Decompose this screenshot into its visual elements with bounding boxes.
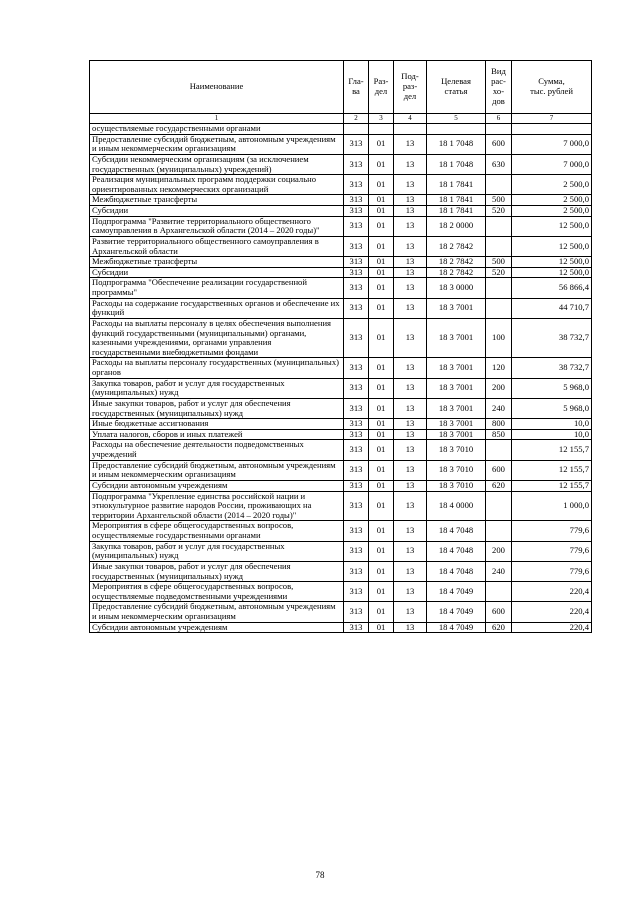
row-name: Предоставление субсидий бюджетным, автономным учреждениям и иным некоммерческим организациям bbox=[90, 602, 344, 622]
row-razdel: 01 bbox=[369, 429, 394, 440]
table-row bbox=[90, 154, 592, 174]
row-name: Иные бюджетные ассигнования bbox=[90, 419, 344, 430]
row-vid bbox=[486, 278, 512, 298]
row-glava: 313 bbox=[344, 622, 369, 633]
row-podrazdel: 13 bbox=[394, 541, 427, 561]
row-target: 18 2 7842 bbox=[427, 257, 486, 268]
row-sum: 220,4 bbox=[512, 622, 592, 633]
row-podrazdel: 13 bbox=[394, 480, 427, 491]
header-vid-text: Вид рас- хо- дов bbox=[491, 66, 506, 106]
column-number: 4 bbox=[394, 114, 427, 124]
row-glava: 313 bbox=[344, 267, 369, 278]
column-number: 2 bbox=[344, 114, 369, 124]
row-glava: 313 bbox=[344, 541, 369, 561]
row-glava: 313 bbox=[344, 195, 369, 206]
header-target-text: Целевая статья bbox=[441, 76, 471, 96]
row-target: 18 3 7001 bbox=[427, 358, 486, 378]
column-number: 1 bbox=[90, 114, 344, 124]
table-row bbox=[90, 278, 592, 298]
table-row bbox=[90, 378, 592, 398]
row-sum: 2 500,0 bbox=[512, 195, 592, 206]
row-name: осуществляемые государственными органами bbox=[90, 124, 344, 135]
header-glava-text: Гла- ва bbox=[348, 76, 364, 96]
table-row bbox=[90, 134, 592, 154]
row-vid bbox=[486, 491, 512, 521]
row-razdel: 01 bbox=[369, 491, 394, 521]
row-vid bbox=[486, 582, 512, 602]
row-sum: 5 968,0 bbox=[512, 398, 592, 418]
row-sum: 1 000,0 bbox=[512, 491, 592, 521]
table-row bbox=[90, 358, 592, 378]
row-razdel: 01 bbox=[369, 419, 394, 430]
row-name: Мероприятия в сфере общегосударственных вопросов, осуществляемые подведомственными учреждениями bbox=[90, 582, 344, 602]
row-glava: 313 bbox=[344, 398, 369, 418]
header-razdel-text: Раз- дел bbox=[373, 76, 389, 96]
row-target: 18 1 7841 bbox=[427, 206, 486, 217]
row-razdel: 01 bbox=[369, 134, 394, 154]
row-name: Реализация муниципальных программ поддержки социально ориентированных некоммерческих организаций bbox=[90, 175, 344, 195]
header-target bbox=[427, 61, 486, 114]
row-vid bbox=[486, 124, 512, 135]
row-glava: 313 bbox=[344, 318, 369, 358]
row-razdel: 01 bbox=[369, 206, 394, 217]
row-podrazdel: 13 bbox=[394, 378, 427, 398]
row-name: Межбюджетные трансферты bbox=[90, 195, 344, 206]
row-vid bbox=[486, 236, 512, 256]
row-vid: 240 bbox=[486, 398, 512, 418]
row-vid bbox=[486, 298, 512, 318]
row-podrazdel: 13 bbox=[394, 267, 427, 278]
row-razdel: 01 bbox=[369, 236, 394, 256]
table-row bbox=[90, 622, 592, 633]
header-podrazdel-text: Под- раз- дел bbox=[401, 71, 419, 101]
row-name: Субсидии автономным учреждениям bbox=[90, 622, 344, 633]
row-sum: 12 500,0 bbox=[512, 257, 592, 268]
page-number: 78 bbox=[315, 870, 325, 880]
row-sum: 779,6 bbox=[512, 541, 592, 561]
row-sum: 12 155,7 bbox=[512, 480, 592, 491]
table-row bbox=[90, 561, 592, 581]
row-podrazdel: 13 bbox=[394, 602, 427, 622]
row-glava: 313 bbox=[344, 298, 369, 318]
row-podrazdel: 13 bbox=[394, 419, 427, 430]
row-target: 18 1 7841 bbox=[427, 195, 486, 206]
row-vid: 520 bbox=[486, 206, 512, 217]
row-podrazdel: 13 bbox=[394, 398, 427, 418]
row-podrazdel: 13 bbox=[394, 154, 427, 174]
row-target: 18 4 7049 bbox=[427, 602, 486, 622]
row-vid: 120 bbox=[486, 358, 512, 378]
row-name: Мероприятия в сфере общегосударственных вопросов, осуществляемые государственными органами bbox=[90, 521, 344, 541]
row-sum: 5 968,0 bbox=[512, 378, 592, 398]
row-glava: 313 bbox=[344, 216, 369, 236]
row-name: Закупка товаров, работ и услуг для государственных (муниципальных) нужд bbox=[90, 541, 344, 561]
row-target: 18 4 7048 bbox=[427, 521, 486, 541]
table-header-row bbox=[90, 61, 592, 114]
header-vid bbox=[486, 61, 512, 114]
table-row bbox=[90, 440, 592, 460]
column-number-row bbox=[90, 114, 592, 124]
row-sum: 56 866,4 bbox=[512, 278, 592, 298]
row-target: 18 4 7049 bbox=[427, 582, 486, 602]
row-razdel: 01 bbox=[369, 298, 394, 318]
row-vid: 630 bbox=[486, 154, 512, 174]
row-name: Подпрограмма "Развитие территориального общественного самоуправления в Архангельской области (2014 – 2020 годы)" bbox=[90, 216, 344, 236]
row-razdel: 01 bbox=[369, 195, 394, 206]
row-sum bbox=[512, 124, 592, 135]
table-row bbox=[90, 582, 592, 602]
table-row bbox=[90, 257, 592, 268]
table-row bbox=[90, 541, 592, 561]
row-vid: 600 bbox=[486, 602, 512, 622]
table-row bbox=[90, 318, 592, 358]
row-target: 18 3 7001 bbox=[427, 419, 486, 430]
table-row bbox=[90, 429, 592, 440]
row-name: Закупка товаров, работ и услуг для государственных (муниципальных) нужд bbox=[90, 378, 344, 398]
header-name-text: Наименование bbox=[189, 81, 244, 92]
row-sum: 38 732,7 bbox=[512, 318, 592, 358]
row-razdel bbox=[369, 124, 394, 135]
row-razdel: 01 bbox=[369, 398, 394, 418]
row-vid: 200 bbox=[486, 378, 512, 398]
row-glava bbox=[344, 124, 369, 135]
row-sum: 12 500,0 bbox=[512, 216, 592, 236]
table-row bbox=[90, 398, 592, 418]
row-glava: 313 bbox=[344, 429, 369, 440]
table-row bbox=[90, 419, 592, 430]
row-razdel: 01 bbox=[369, 154, 394, 174]
row-glava: 313 bbox=[344, 378, 369, 398]
row-glava: 313 bbox=[344, 134, 369, 154]
row-target: 18 4 0000 bbox=[427, 491, 486, 521]
row-podrazdel: 13 bbox=[394, 298, 427, 318]
row-vid: 500 bbox=[486, 195, 512, 206]
row-razdel: 01 bbox=[369, 541, 394, 561]
row-glava: 313 bbox=[344, 419, 369, 430]
row-sum: 2 500,0 bbox=[512, 175, 592, 195]
row-name: Субсидии bbox=[90, 267, 344, 278]
row-razdel: 01 bbox=[369, 582, 394, 602]
header-name bbox=[90, 61, 344, 114]
row-razdel: 01 bbox=[369, 622, 394, 633]
header-glava bbox=[344, 61, 369, 114]
row-vid: 100 bbox=[486, 318, 512, 358]
row-glava: 313 bbox=[344, 480, 369, 491]
table-row bbox=[90, 195, 592, 206]
column-number: 3 bbox=[369, 114, 394, 124]
row-podrazdel: 13 bbox=[394, 440, 427, 460]
column-number: 6 bbox=[486, 114, 512, 124]
row-podrazdel: 13 bbox=[394, 622, 427, 633]
table-row bbox=[90, 602, 592, 622]
table-row bbox=[90, 480, 592, 491]
row-razdel: 01 bbox=[369, 318, 394, 358]
row-vid: 240 bbox=[486, 561, 512, 581]
row-name: Иные закупки товаров, работ и услуг для обеспечения государственных (муниципальных) нужд bbox=[90, 561, 344, 581]
row-vid bbox=[486, 440, 512, 460]
row-target: 18 3 7010 bbox=[427, 440, 486, 460]
budget-table bbox=[89, 60, 592, 633]
table-row bbox=[90, 521, 592, 541]
row-podrazdel: 13 bbox=[394, 429, 427, 440]
row-razdel: 01 bbox=[369, 216, 394, 236]
row-name: Иные закупки товаров, работ и услуг для обеспечения государственных (муниципальных) нужд bbox=[90, 398, 344, 418]
row-target: 18 3 7001 bbox=[427, 398, 486, 418]
table-row bbox=[90, 491, 592, 521]
row-name: Развитие территориального общественного самоуправления в Архангельской области bbox=[90, 236, 344, 256]
row-target: 18 1 7048 bbox=[427, 154, 486, 174]
row-glava: 313 bbox=[344, 278, 369, 298]
row-vid: 600 bbox=[486, 134, 512, 154]
row-razdel: 01 bbox=[369, 278, 394, 298]
row-sum: 12 500,0 bbox=[512, 236, 592, 256]
row-podrazdel: 13 bbox=[394, 561, 427, 581]
row-sum: 12 155,7 bbox=[512, 460, 592, 480]
row-podrazdel: 13 bbox=[394, 491, 427, 521]
row-razdel: 01 bbox=[369, 480, 394, 491]
row-target: 18 3 0000 bbox=[427, 278, 486, 298]
row-name: Предоставление субсидий бюджетным, автономным учреждениям и иным некоммерческим организациям bbox=[90, 460, 344, 480]
header-sum-text: Сумма, тыс. рублей bbox=[530, 76, 573, 96]
row-target: 18 4 7049 bbox=[427, 622, 486, 633]
column-number: 5 bbox=[427, 114, 486, 124]
row-sum: 220,4 bbox=[512, 602, 592, 622]
row-target: 18 3 7001 bbox=[427, 378, 486, 398]
row-glava: 313 bbox=[344, 257, 369, 268]
row-podrazdel: 13 bbox=[394, 195, 427, 206]
row-name: Подпрограмма "Обеспечение реализации государственной программы" bbox=[90, 278, 344, 298]
table-row bbox=[90, 460, 592, 480]
row-target: 18 4 7048 bbox=[427, 561, 486, 581]
row-sum: 779,6 bbox=[512, 521, 592, 541]
row-vid bbox=[486, 521, 512, 541]
row-vid bbox=[486, 216, 512, 236]
row-razdel: 01 bbox=[369, 561, 394, 581]
row-name: Расходы на обеспечение деятельности подведомственных учреждений bbox=[90, 440, 344, 460]
row-podrazdel: 13 bbox=[394, 318, 427, 358]
row-razdel: 01 bbox=[369, 257, 394, 268]
row-target: 18 1 7841 bbox=[427, 175, 486, 195]
row-razdel: 01 bbox=[369, 175, 394, 195]
row-sum: 7 000,0 bbox=[512, 134, 592, 154]
table-row bbox=[90, 124, 592, 135]
row-target: 18 4 7048 bbox=[427, 541, 486, 561]
row-podrazdel: 13 bbox=[394, 278, 427, 298]
row-glava: 313 bbox=[344, 358, 369, 378]
row-glava: 313 bbox=[344, 460, 369, 480]
row-podrazdel: 13 bbox=[394, 236, 427, 256]
row-podrazdel: 13 bbox=[394, 257, 427, 268]
row-target: 18 3 7001 bbox=[427, 298, 486, 318]
row-glava: 313 bbox=[344, 561, 369, 581]
table-row bbox=[90, 267, 592, 278]
row-razdel: 01 bbox=[369, 602, 394, 622]
row-podrazdel: 13 bbox=[394, 521, 427, 541]
row-sum: 10,0 bbox=[512, 429, 592, 440]
row-podrazdel: 13 bbox=[394, 175, 427, 195]
row-podrazdel: 13 bbox=[394, 582, 427, 602]
header-podrazdel bbox=[394, 61, 427, 114]
row-razdel: 01 bbox=[369, 358, 394, 378]
row-vid: 500 bbox=[486, 257, 512, 268]
row-razdel: 01 bbox=[369, 378, 394, 398]
table-row bbox=[90, 298, 592, 318]
row-sum: 12 500,0 bbox=[512, 267, 592, 278]
row-vid: 850 bbox=[486, 429, 512, 440]
row-name: Субсидии bbox=[90, 206, 344, 217]
row-name: Расходы на содержание государственных органов и обеспечение их функций bbox=[90, 298, 344, 318]
row-podrazdel: 13 bbox=[394, 216, 427, 236]
row-vid: 620 bbox=[486, 480, 512, 491]
row-podrazdel: 13 bbox=[394, 358, 427, 378]
row-podrazdel: 13 bbox=[394, 460, 427, 480]
row-target: 18 2 0000 bbox=[427, 216, 486, 236]
row-vid: 200 bbox=[486, 541, 512, 561]
table-row bbox=[90, 206, 592, 217]
row-vid: 620 bbox=[486, 622, 512, 633]
row-name: Уплата налогов, сборов и иных платежей bbox=[90, 429, 344, 440]
row-razdel: 01 bbox=[369, 440, 394, 460]
row-name: Предоставление субсидий бюджетным, автономным учреждениям и иным некоммерческим организациям bbox=[90, 134, 344, 154]
row-vid: 600 bbox=[486, 460, 512, 480]
row-sum: 12 155,7 bbox=[512, 440, 592, 460]
row-razdel: 01 bbox=[369, 460, 394, 480]
column-number: 7 bbox=[512, 114, 592, 124]
row-razdel: 01 bbox=[369, 267, 394, 278]
table-row bbox=[90, 236, 592, 256]
row-name: Субсидии некоммерческим организациям (за исключением государственных (муниципальных) учреждений) bbox=[90, 154, 344, 174]
row-glava: 313 bbox=[344, 521, 369, 541]
row-sum: 10,0 bbox=[512, 419, 592, 430]
row-sum: 2 500,0 bbox=[512, 206, 592, 217]
row-glava: 313 bbox=[344, 154, 369, 174]
row-glava: 313 bbox=[344, 491, 369, 521]
row-target: 18 3 7001 bbox=[427, 318, 486, 358]
row-vid: 800 bbox=[486, 419, 512, 430]
table-body bbox=[90, 124, 592, 633]
row-target: 18 1 7048 bbox=[427, 134, 486, 154]
row-glava: 313 bbox=[344, 602, 369, 622]
row-name: Межбюджетные трансферты bbox=[90, 257, 344, 268]
row-glava: 313 bbox=[344, 582, 369, 602]
row-target: 18 2 7842 bbox=[427, 267, 486, 278]
row-name: Субсидии автономным учреждениям bbox=[90, 480, 344, 491]
row-sum: 44 710,7 bbox=[512, 298, 592, 318]
header-sum bbox=[512, 61, 592, 114]
row-razdel: 01 bbox=[369, 521, 394, 541]
row-sum: 38 732,7 bbox=[512, 358, 592, 378]
row-vid: 520 bbox=[486, 267, 512, 278]
row-sum: 7 000,0 bbox=[512, 154, 592, 174]
header-razdel bbox=[369, 61, 394, 114]
row-target bbox=[427, 124, 486, 135]
row-target: 18 3 7001 bbox=[427, 429, 486, 440]
row-glava: 313 bbox=[344, 440, 369, 460]
row-podrazdel bbox=[394, 124, 427, 135]
row-glava: 313 bbox=[344, 206, 369, 217]
row-sum: 220,4 bbox=[512, 582, 592, 602]
row-name: Расходы на выплаты персоналу в целях обеспечения выполнения функций государственными (муниципальными) органами, казенными учреждениями, органами управления государственными внебюджетными фондами bbox=[90, 318, 344, 358]
table-row bbox=[90, 216, 592, 236]
row-glava: 313 bbox=[344, 175, 369, 195]
row-podrazdel: 13 bbox=[394, 206, 427, 217]
table-row bbox=[90, 175, 592, 195]
row-target: 18 3 7010 bbox=[427, 460, 486, 480]
row-target: 18 3 7010 bbox=[427, 480, 486, 491]
row-target: 18 2 7842 bbox=[427, 236, 486, 256]
row-vid bbox=[486, 175, 512, 195]
row-name: Расходы на выплаты персоналу государственных (муниципальных) органов bbox=[90, 358, 344, 378]
row-sum: 779,6 bbox=[512, 561, 592, 581]
row-podrazdel: 13 bbox=[394, 134, 427, 154]
row-name: Подпрограмма "Укрепление единства российской нации и этнокультурное развитие народов России, проживающих на территории Архангельской области (2014 – 2020 годы)" bbox=[90, 491, 344, 521]
row-glava: 313 bbox=[344, 236, 369, 256]
